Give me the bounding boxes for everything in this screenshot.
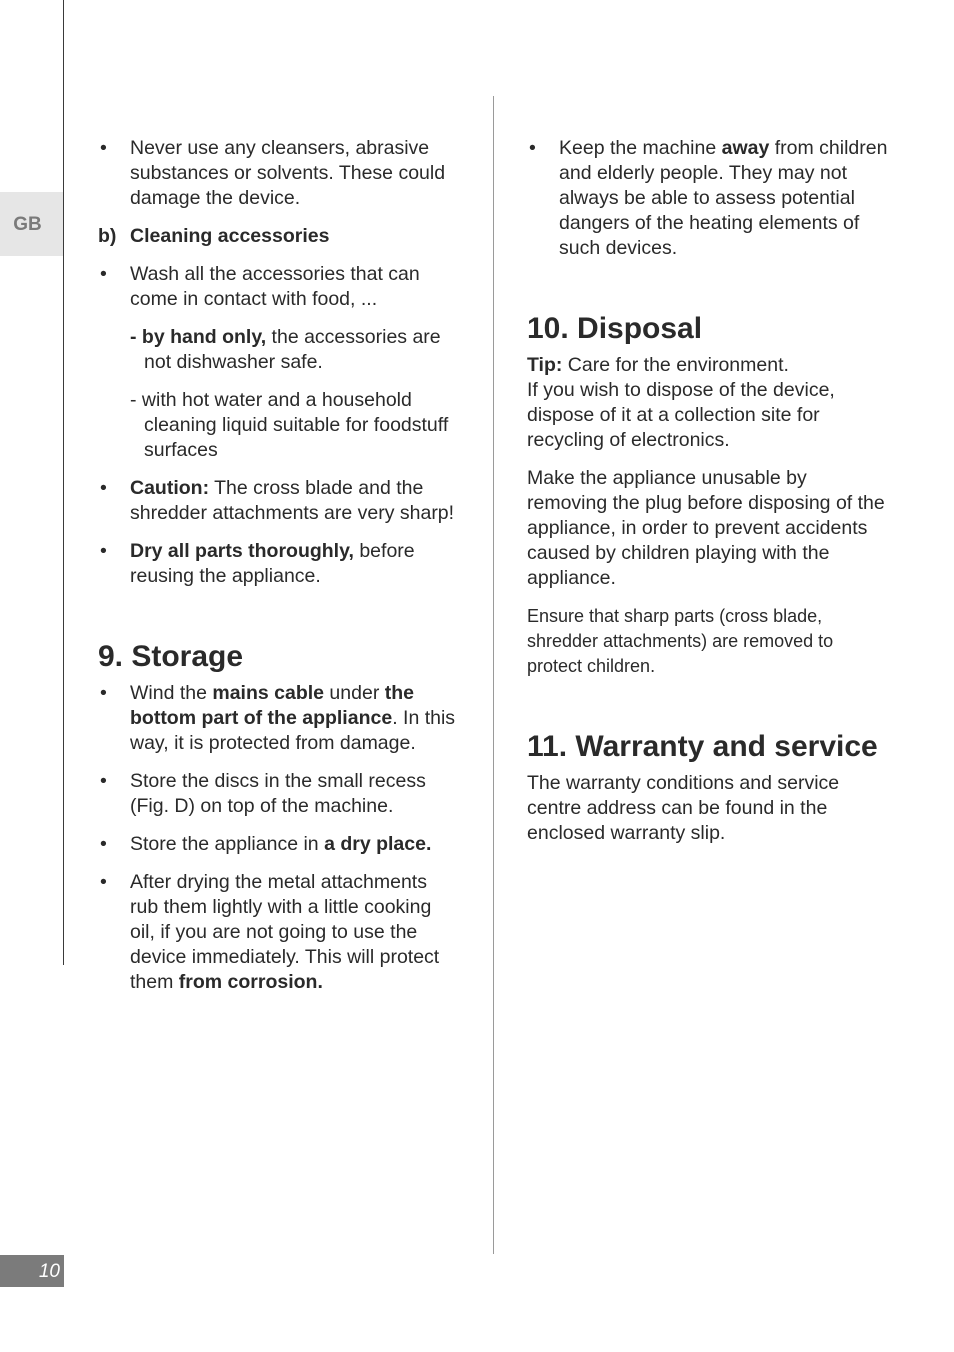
subheading-label: b) xyxy=(98,225,117,247)
list-item xyxy=(98,832,460,857)
section-title-disposal: 10. Disposal xyxy=(527,312,703,345)
list-item xyxy=(98,769,460,819)
subheading xyxy=(98,224,460,249)
paragraph-small: Ensure that sharp parts (cross blade, shredder attachments) are removed to protect children. xyxy=(527,606,834,676)
list-item xyxy=(98,262,460,312)
list-item xyxy=(98,870,460,995)
list-item xyxy=(98,681,460,756)
item-bold-text: mains cable xyxy=(212,682,325,704)
item-text: the accessories are not dishwasher safe. xyxy=(144,326,441,373)
item-text: Wind the xyxy=(130,682,213,704)
page-number xyxy=(0,1255,64,1287)
section-title-warranty: 11. Warranty and service xyxy=(527,730,878,763)
item-text: Store the discs in the small recess (Fig. D) on top of the machine. xyxy=(130,770,426,817)
item-text: - with hot water and a household cleaning liquid suitable for foodstuff surfaces xyxy=(130,389,449,461)
subheading-text: Cleaning accessories xyxy=(130,225,330,247)
section-title-storage: 9. Storage xyxy=(98,640,244,673)
item-text: under xyxy=(324,682,385,704)
item-bold-text: from corrosion. xyxy=(178,971,323,993)
language-tab xyxy=(0,192,63,256)
item-text: Keep the machine xyxy=(559,137,722,159)
list-item xyxy=(98,539,460,589)
right-column xyxy=(527,136,889,859)
item-text: from children and elderly people. They may not always be able to assess potential dangers of the heating elements of such devices. xyxy=(559,137,888,259)
item-text: Wash all the accessories that can come in contact with food, ... xyxy=(130,263,420,310)
list-item xyxy=(98,476,460,526)
item-text: Store the appliance in xyxy=(130,833,325,855)
sub-list-item xyxy=(98,325,460,375)
item-bold-text: away xyxy=(721,137,770,159)
item-text: before reusing the appliance. xyxy=(130,540,415,587)
item-text: The cross blade and the shredder attachments are very sharp! xyxy=(130,477,455,524)
item-bold-text: Caution: xyxy=(130,477,210,499)
item-bold-text: the bottom part of the appliance xyxy=(130,682,414,729)
list-item xyxy=(98,136,460,211)
language-label: GB xyxy=(13,213,42,235)
warranty-paragraph: The warranty conditions and service centre address can be found in the enclosed warranty slip. xyxy=(527,772,840,844)
column-divider xyxy=(493,96,494,1254)
tip-text-line2: If you wish to dispose of the device, dispose of it at a collection site for recycling of electronics. xyxy=(527,379,835,451)
tip-paragraph xyxy=(527,353,889,453)
list-item xyxy=(527,136,889,261)
item-text: . In this way, it is protected from damage. xyxy=(130,707,456,754)
tip-text: Care for the environment. xyxy=(562,354,789,376)
item-bold-text: - by hand only, xyxy=(130,326,267,348)
left-column xyxy=(98,136,460,1008)
item-text: Never use any cleansers, abrasive substances or solvents. These could damage the device. xyxy=(130,137,446,209)
item-text: After drying the metal attachments rub them lightly with a little cooking oil, if you are not going to use the device immediately. This will protect them xyxy=(130,871,440,993)
left-margin-rule xyxy=(63,0,64,965)
tip-label: Tip: xyxy=(527,354,563,376)
item-bold-text: a dry place. xyxy=(324,833,432,855)
item-bold-text: Dry all parts thoroughly, xyxy=(130,540,354,562)
sub-list-item xyxy=(98,388,460,463)
page-number-label: 10 xyxy=(38,1260,60,1282)
paragraph: Make the appliance unusable by removing the plug before disposing of the appliance, in order to prevent accidents caused by children playing with the appliance. xyxy=(527,467,885,589)
